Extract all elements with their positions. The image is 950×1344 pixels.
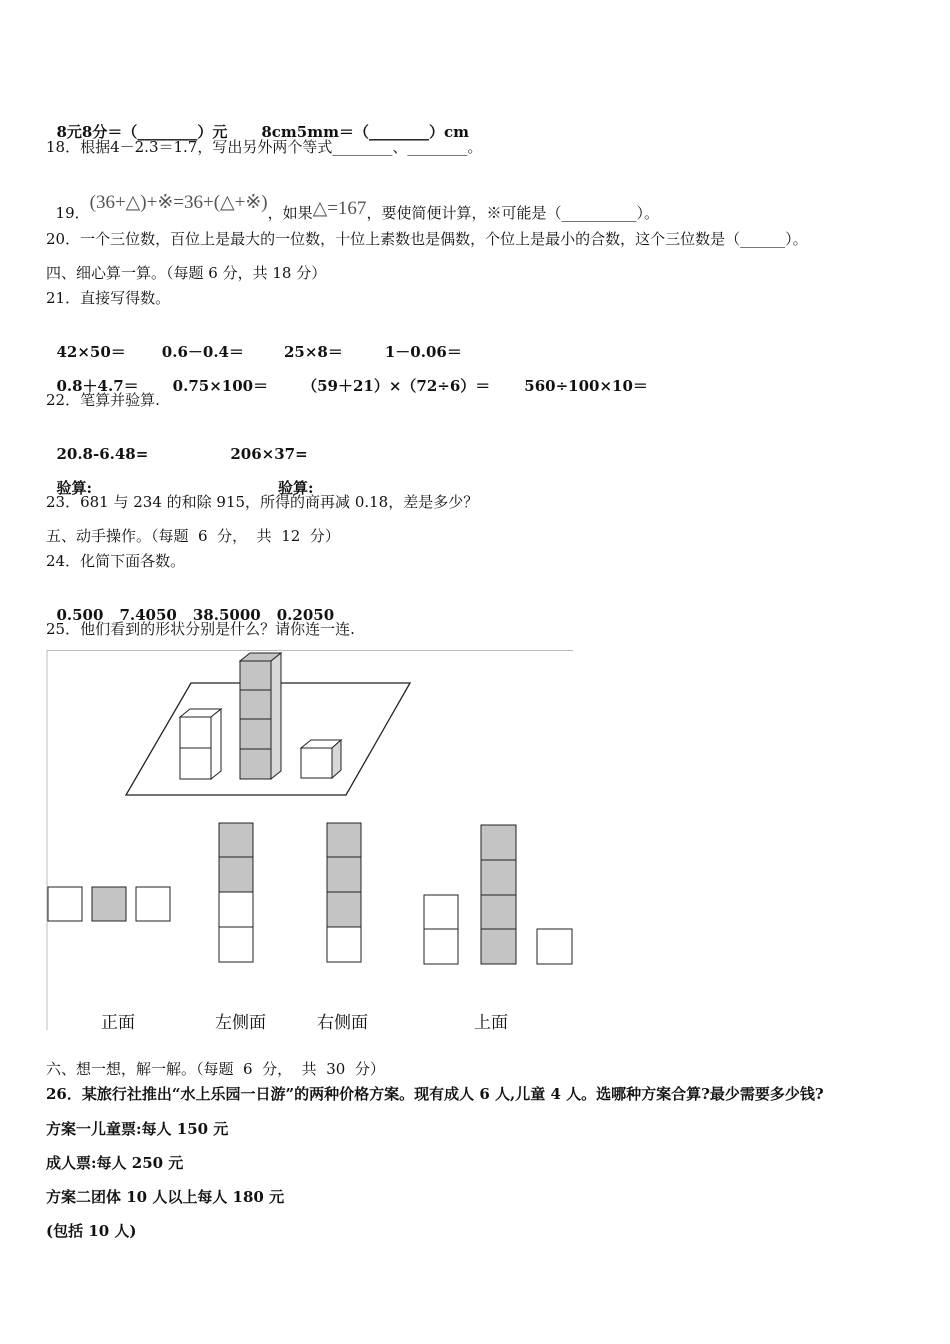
q21-item: 0.8＋4.7＝ [56, 377, 139, 395]
q21-item: （59＋21）×（72÷6）＝ [302, 377, 491, 395]
view-option-column-a [219, 823, 253, 962]
section-4-title: 四、细心算一算。（每题 6 分，共 18 分） [46, 264, 327, 282]
question-25: 25．他们看到的形状分别是什么？请你连一连. [46, 620, 355, 638]
q24-number: 0.2050 [276, 606, 335, 624]
view-option-mixed [424, 825, 572, 964]
question-18: 18．根据4－2.3＝1.7，写出另外两个等式________、________。 [46, 138, 483, 156]
view-square [481, 895, 516, 929]
q19-tail: ，要使简便计算，※可能是（__________）。 [366, 204, 659, 222]
q19-number: 19． [55, 204, 90, 222]
view-square [219, 857, 253, 892]
cube-front [301, 748, 332, 778]
view-square [481, 860, 516, 895]
cube-side [211, 709, 221, 779]
cube-front [240, 719, 271, 749]
view-square [219, 927, 253, 962]
view-square [327, 927, 361, 962]
plan-2-note: (包括 10 人) [46, 1222, 137, 1240]
view-square [219, 892, 253, 927]
q24-number: 38.5000 [192, 606, 261, 624]
q24-number: 0.500 [56, 606, 104, 624]
question-21: 21．直接写得数。 [46, 289, 171, 307]
check-label: 验算: [278, 479, 314, 497]
cube-side [271, 653, 281, 779]
q24-number: 7.4050 [119, 606, 177, 624]
view-square [327, 823, 361, 857]
cube-front [240, 661, 271, 690]
q21-item: 1－0.06＝ [384, 343, 462, 361]
q19-if: ，如果 [267, 204, 313, 222]
view-square [327, 892, 361, 927]
plan-1-adult: 成人票:每人 250 元 [46, 1154, 184, 1172]
view-square [481, 929, 516, 964]
view-square [327, 857, 361, 892]
view-square [48, 887, 82, 921]
q21-item: 25×8＝ [283, 343, 343, 361]
plan-2-group: 方案二团体 10 人以上每人 180 元 [46, 1188, 285, 1206]
cube-front [180, 748, 211, 779]
conversion-yuan: 8元8分＝（________）元 [56, 123, 228, 141]
view-square [136, 887, 170, 921]
q22-multiplication: 206×37= [230, 445, 308, 463]
label-front: 正面 [101, 1013, 135, 1033]
view-square [92, 887, 126, 921]
view-option-row [48, 887, 170, 921]
q19-condition: △=167 [312, 198, 367, 219]
cube-front [240, 749, 271, 779]
cube-stack-middle [240, 653, 281, 779]
q21-item: 42×50＝ [56, 343, 126, 361]
label-left-side: 左侧面 [215, 1013, 266, 1033]
view-square [537, 929, 572, 964]
question-24: 24．化简下面各数。 [46, 552, 186, 570]
plan-1-child: 方案一儿童票:每人 150 元 [46, 1120, 229, 1138]
q19-expression: (36+△)+※=36+(△+※) [89, 192, 268, 213]
conversion-cm: 8cm5mm＝（________）cm [261, 123, 469, 141]
views-figure [46, 650, 576, 1034]
question-20: 20．一个三位数，百位上是最大的一位数，十位上素数也是偶数，个位上是最小的合数，这个三位数是（______）。 [46, 230, 808, 248]
section-6-title: 六、想一想，解一解。（每题 6 分， 共 30 分） [46, 1060, 385, 1078]
label-right-side: 右侧面 [317, 1013, 368, 1033]
question-19 [46, 183, 659, 223]
cube-front [180, 717, 211, 748]
check-label: 验算: [56, 479, 92, 497]
cube-front [240, 690, 271, 719]
q21-item: 560÷100×10＝ [524, 377, 648, 395]
line-unit-conversion [46, 102, 469, 142]
cube-stack-left [180, 709, 221, 779]
q21-item: 0.75×100＝ [172, 377, 269, 395]
view-square [481, 825, 516, 860]
q22-subtraction: 20.8-6.48= [56, 445, 149, 463]
view-square [424, 929, 458, 964]
cube-stack-right [301, 740, 341, 778]
view-option-column-b [327, 823, 361, 962]
question-26: 26．某旅行社推出“水上乐园一日游”的两种价格方案。现有成人 6 人,儿童 4 人。选哪种方案合算?最少需要多少钱? [46, 1085, 824, 1103]
question-22: 22．笔算并验算. [46, 391, 160, 409]
section-5-title: 五、动手操作。（每题 6 分， 共 12 分） [46, 527, 340, 545]
label-top: 上面 [474, 1013, 508, 1033]
question-23: 23．681 与 234 的和除 915，所得的商再减 0.18，差是多少？ [46, 493, 479, 511]
view-square [219, 823, 253, 857]
q21-item: 0.6－0.4＝ [161, 343, 244, 361]
view-square [424, 895, 458, 929]
